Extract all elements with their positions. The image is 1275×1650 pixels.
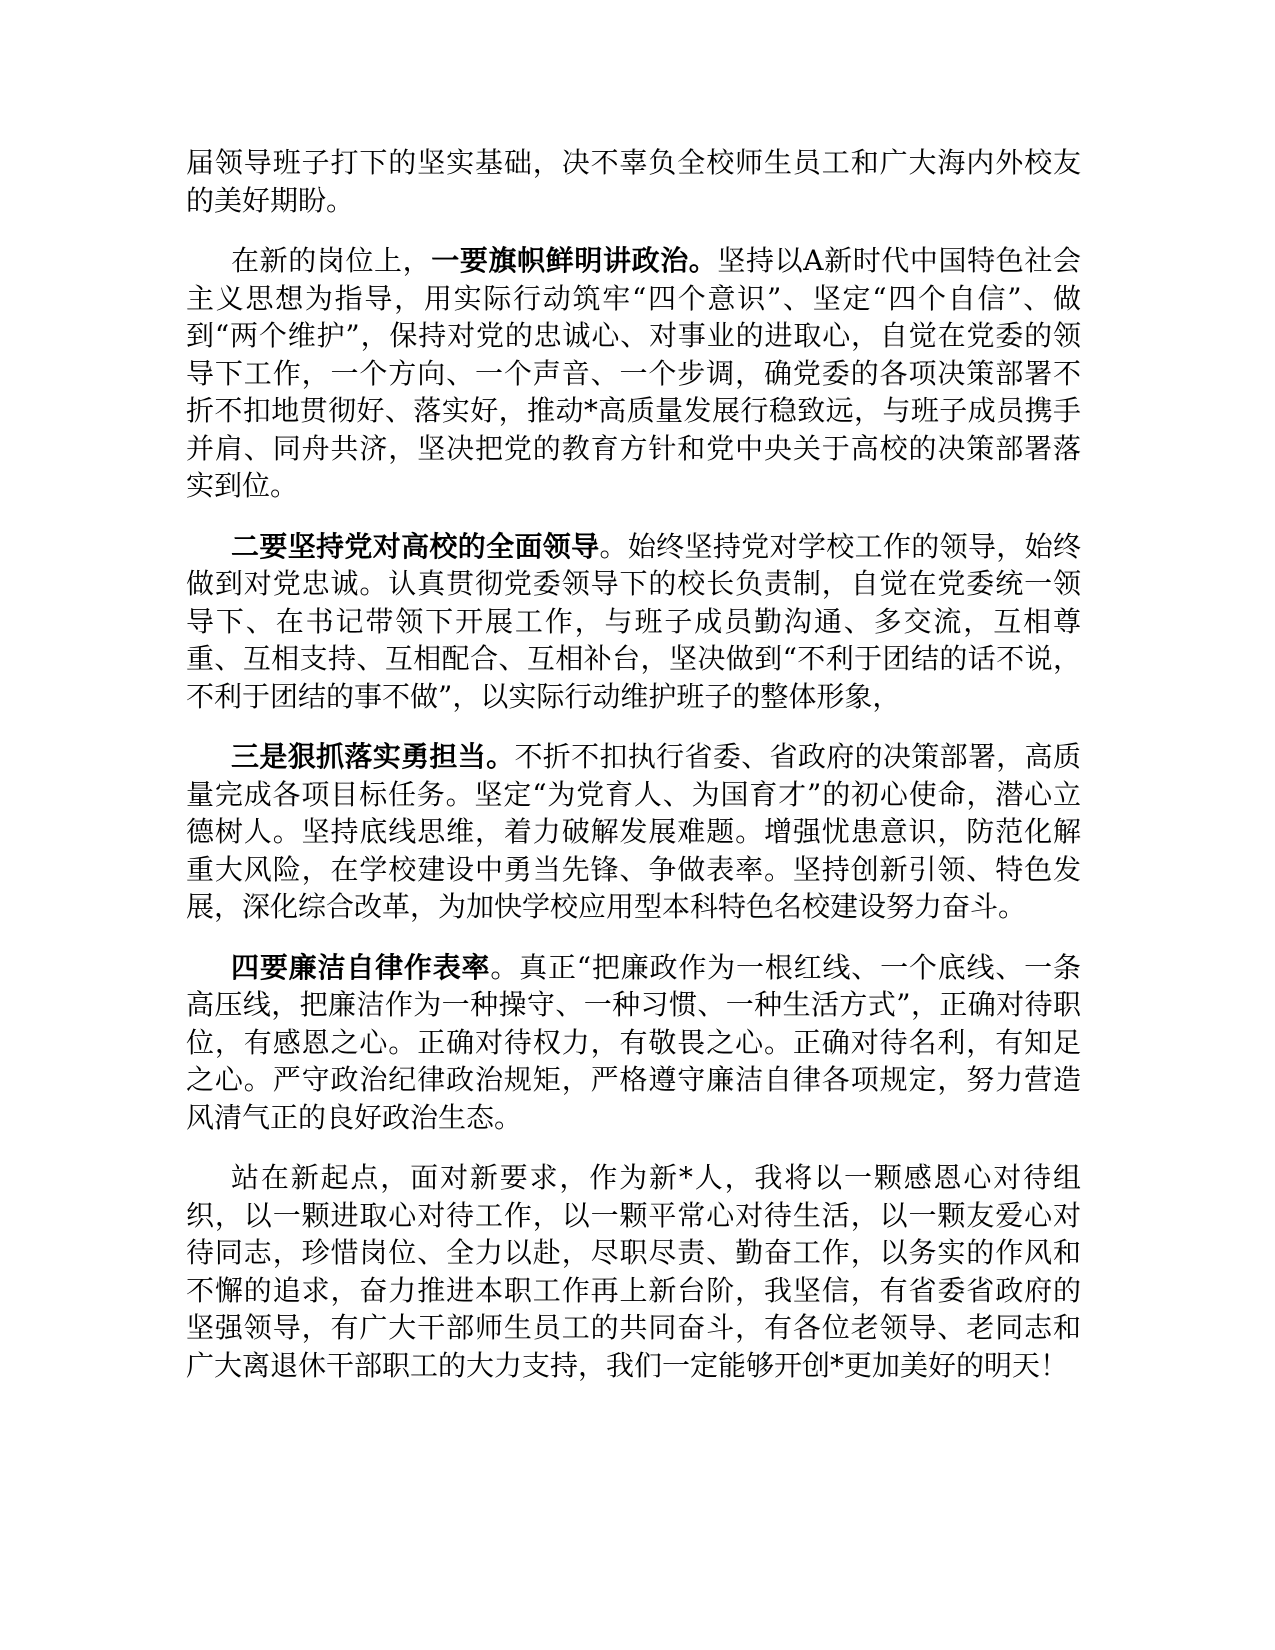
paragraph-point-two: [186, 528, 1081, 716]
paragraph-text: 站在新起点，面对新要求，作为新*人，我将以一颗感恩心对待组织，以一颗进取心对待工作，以一颗平常心对待生活，以一颗友爱心对待同志，珍惜岗位、全力以赴，尽职尽责、勤奋工作，以务实的作风和不懈的追求，奋力推进本职工作再上新台阶，我坚信，有省委省政府的坚强领导，有广大干部师生员工的共同奋斗，有各位老领导、老同志和广大离退休干部职工的大力支持，我们一定能够开创*更加美好的明天！: [186, 1161, 1081, 1382]
paragraph-point-three: [186, 738, 1081, 926]
paragraph-lead-heading: 四要廉洁自律作表率: [231, 950, 491, 984]
paragraph-lead-heading: 三是狠抓落实勇担当。: [231, 740, 515, 773]
paragraph-point-four: [186, 949, 1081, 1137]
paragraph-continuation: [186, 144, 1081, 219]
paragraph-conclusion: [186, 1159, 1081, 1384]
paragraph-point-one: [186, 242, 1081, 505]
paragraph-text: 不折不扣执行省委、省政府的决策部署，高质量完成各项目标任务。坚定“为党育人、为国育才”的初心使命，潜心立德树人。坚持底线思维，着力破解发展难题。增强忧患意识，防范化解重大风险，在学校建设中勇当先锋、争做表率。坚持创新引领、特色发展，深化综合改革，为加快学校应用型本科特色名校建设努力奋斗。: [186, 740, 1081, 923]
paragraph-text: 。真正“把廉政作为一根红线、一个底线、一条高压线，把廉洁作为一种操守、一种习惯、一种生活方式”，正确对待职位，有感恩之心。正确对待权力，有敬畏之心。正确对待名利，有知足之心。严守政治纪律政治规矩，严格遵守廉洁自律各项规定，努力营造风清气正的良好政治生态。: [186, 950, 1081, 1134]
paragraph-lead-heading: 一要旗帜鲜明讲政治。: [431, 244, 718, 277]
document-body: [186, 144, 1081, 1407]
paragraph-lead-heading: 二要坚持党对高校的全面领导: [231, 529, 600, 563]
paragraph-text: 届领导班子打下的坚实基础，决不辜负全校师生员工和广大海内外校友的美好期盼。: [186, 146, 1081, 217]
paragraph-prefix: 在新的岗位上，: [231, 244, 432, 277]
paragraph-text: 。始终坚持党对学校工作的领导，始终做到对党忠诚。认真贯彻党委领导下的校长负责制，自觉在党委统一领导下、在书记带领下开展工作，与班子成员勤沟通、多交流，互相尊重、互相支持、互相配合、互相补台，坚决做到“不利于团结的话不说，不利于团结的事不做”，以实际行动维护班子的整体形象，: [186, 529, 1081, 713]
paragraph-text: 坚持以A新时代中国特色社会主义思想为指导，用实际行动筑牢“四个意识”、坚定“四个自信”、做到“两个维护”，保持对党的忠诚心、对事业的进取心，自觉在党委的领导下工作，一个方向、一个声音、一个步调，确党委的各项决策部署不折不扣地贯彻好、落实好，推动*高质量发展行稳致远，与班子成员携手并肩、同舟共济，坚决把党的教育方针和党中央关于高校的决策部署落实到位。: [186, 244, 1081, 502]
